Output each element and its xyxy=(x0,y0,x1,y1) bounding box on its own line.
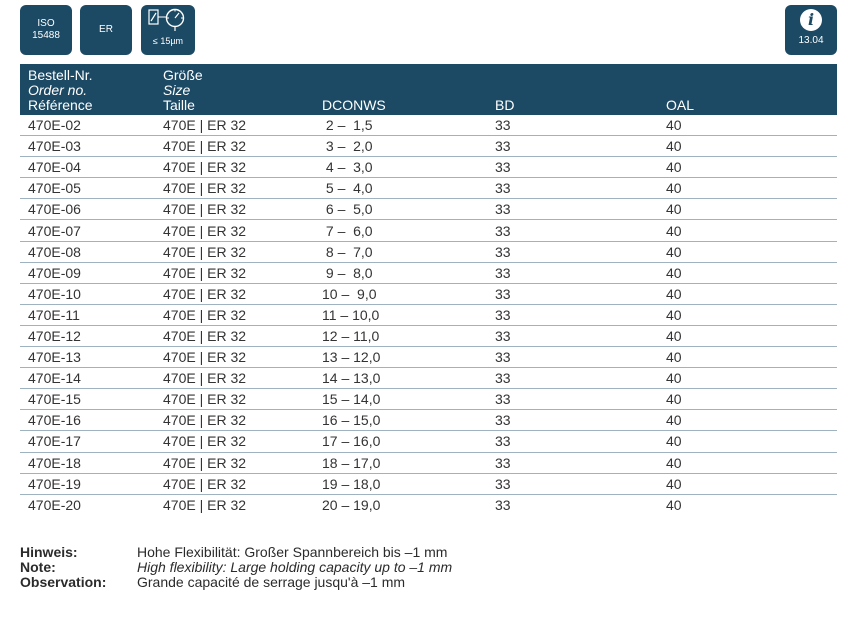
header-reference-en: Order no. xyxy=(28,82,88,98)
cell-dconws: 4 – 3,0 xyxy=(314,157,487,178)
cell-oal: 40 xyxy=(658,304,837,325)
note-row-de xyxy=(20,545,452,560)
cell-dconws: 2 – 1,5 xyxy=(314,115,487,136)
cell-size: 470E | ER 32 xyxy=(163,368,314,389)
cell-reference: 470E-09 xyxy=(20,262,163,283)
iso-15488-badge xyxy=(20,5,72,55)
cell-dconws: 14 – 13,0 xyxy=(314,368,487,389)
cell-bd: 33 xyxy=(487,325,658,346)
table-row xyxy=(20,410,837,431)
cell-size: 470E | ER 32 xyxy=(163,136,314,157)
header-size-en: Size xyxy=(163,82,191,98)
table-row xyxy=(20,241,837,262)
cell-size: 470E | ER 32 xyxy=(163,452,314,473)
cell-dconws: 7 – 6,0 xyxy=(314,220,487,241)
table-row xyxy=(20,347,837,368)
cell-bd: 33 xyxy=(487,304,658,325)
er-badge xyxy=(80,5,132,55)
cell-oal: 40 xyxy=(658,178,837,199)
table-row xyxy=(20,473,837,494)
cell-size: 470E | ER 32 xyxy=(163,431,314,452)
table-row xyxy=(20,304,837,325)
cell-bd: 33 xyxy=(487,241,658,262)
note-text-en: High flexibility: Large holding capacity up to –1 mm xyxy=(137,559,453,575)
info-badge[interactable] xyxy=(785,5,837,55)
note-label-en: Note: xyxy=(20,559,56,575)
cell-bd: 33 xyxy=(487,199,658,220)
cell-reference: 470E-08 xyxy=(20,241,163,262)
cell-bd: 33 xyxy=(487,115,658,136)
cell-reference: 470E-12 xyxy=(20,325,163,346)
cell-oal: 40 xyxy=(658,115,837,136)
cell-oal: 40 xyxy=(666,496,682,513)
cell-oal: 40 xyxy=(658,283,837,304)
cell-dconws: 5 – 4,0 xyxy=(314,178,487,199)
cell-size: 470E | ER 32 xyxy=(163,220,314,241)
cell-oal: 40 xyxy=(658,262,837,283)
cell-bd: 33 xyxy=(487,262,658,283)
cell-size: 470E | ER 32 xyxy=(163,199,314,220)
cell-oal: 40 xyxy=(658,389,837,410)
cell-reference: 470E-07 xyxy=(20,220,163,241)
cell-oal: 40 xyxy=(658,157,837,178)
cell-size: 470E | ER 32 xyxy=(163,262,314,283)
cell-bd: 33 xyxy=(487,368,658,389)
cell-reference: 470E-05 xyxy=(20,178,163,199)
cell-size: 470E | ER 32 xyxy=(163,304,314,325)
cell-reference: 470E-13 xyxy=(20,347,163,368)
cell-bd: 33 xyxy=(487,473,658,494)
header-size-fr: Taille xyxy=(163,97,195,113)
header-dconws: DCONWS xyxy=(314,64,487,115)
header-oal: OAL xyxy=(658,64,837,115)
cell-bd: 33 xyxy=(495,496,511,513)
cell-dconws: 10 – 9,0 xyxy=(314,283,487,304)
cell-dconws: 3 – 2,0 xyxy=(314,136,487,157)
note-text-fr: Grande capacité de serrage jusqu'à –1 mm xyxy=(137,574,406,590)
cell-bd: 33 xyxy=(487,452,658,473)
cell-dconws: 19 – 18,0 xyxy=(314,473,487,494)
table-row xyxy=(20,368,837,389)
cell-bd: 33 xyxy=(487,283,658,304)
cell-oal: 40 xyxy=(658,220,837,241)
product-table xyxy=(20,64,837,515)
cell-oal: 40 xyxy=(658,347,837,368)
table-row xyxy=(20,325,837,346)
cell-reference: 470E-03 xyxy=(20,136,163,157)
cell-dconws: 8 – 7,0 xyxy=(314,241,487,262)
iso-badge-line1: ISO xyxy=(37,18,55,29)
table-body xyxy=(20,115,837,515)
table-row xyxy=(20,283,837,304)
cell-reference: 470E-11 xyxy=(20,304,163,325)
cell-dconws: 18 – 17,0 xyxy=(314,452,487,473)
header-reference-fr: Référence xyxy=(28,97,93,113)
table-row xyxy=(20,178,837,199)
cell-size: 470E | ER 32 xyxy=(163,157,314,178)
cell-oal: 40 xyxy=(658,452,837,473)
header-size xyxy=(163,64,314,115)
table-row xyxy=(20,389,837,410)
cell-dconws: 12 – 11,0 xyxy=(314,325,487,346)
note-text-de: Hohe Flexibilität: Großer Spannbereich bis –1 mm xyxy=(137,544,448,560)
cell-bd: 33 xyxy=(487,347,658,368)
table-row xyxy=(20,199,837,220)
table-row xyxy=(20,157,837,178)
note-label-fr: Observation: xyxy=(20,574,107,590)
tolerance-label: ≤ 15µm xyxy=(152,36,184,46)
iso-badge-line2: 15488 xyxy=(32,30,60,41)
cell-bd: 33 xyxy=(487,178,658,199)
cell-reference: 470E-02 xyxy=(20,115,163,136)
cell-dconws: 16 – 15,0 xyxy=(314,410,487,431)
cell-size: 470E | ER 32 xyxy=(163,178,314,199)
table-row xyxy=(20,262,837,283)
cell-reference: 470E-04 xyxy=(20,157,163,178)
cell-reference: 470E-18 xyxy=(20,452,163,473)
cell-dconws: 20 – 19,0 xyxy=(322,496,381,513)
cell-size: 470E | ER 32 xyxy=(163,325,314,346)
cell-dconws: 9 – 8,0 xyxy=(314,262,487,283)
cell-oal: 40 xyxy=(658,368,837,389)
cell-reference: 470E-16 xyxy=(20,410,163,431)
table-row xyxy=(20,115,837,136)
cell-bd: 33 xyxy=(487,136,658,157)
header-reference-de: Bestell-Nr. xyxy=(28,67,93,83)
cell-size: 470E | ER 32 xyxy=(163,389,314,410)
dial-gauge-icon xyxy=(145,8,191,32)
cell-reference: 470E-06 xyxy=(20,199,163,220)
cell-oal: 40 xyxy=(658,325,837,346)
cell-size: 470E | ER 32 xyxy=(163,283,314,304)
runout-tolerance-badge xyxy=(141,5,195,55)
cell-oal: 40 xyxy=(658,199,837,220)
cell-oal: 40 xyxy=(658,410,837,431)
cell-size: 470E | ER 32 xyxy=(163,473,314,494)
cell-reference: 470E-19 xyxy=(20,473,163,494)
cell-size: 470E | ER 32 xyxy=(163,410,314,431)
cell-size: 470E | ER 32 xyxy=(163,241,314,262)
cell-dconws: 6 – 5,0 xyxy=(314,199,487,220)
cell-reference: 470E-17 xyxy=(20,431,163,452)
notes-section xyxy=(20,545,452,590)
header-reference xyxy=(20,64,163,115)
cell-oal: 40 xyxy=(658,136,837,157)
note-row-fr xyxy=(20,575,452,590)
info-page-number: 13.04 xyxy=(798,35,824,46)
cell-bd: 33 xyxy=(487,431,658,452)
cell-oal: 40 xyxy=(658,473,837,494)
er-badge-label: ER xyxy=(99,24,113,35)
table-row xyxy=(20,431,837,452)
cell-reference: 470E-20 xyxy=(28,496,81,513)
table-header-row xyxy=(20,64,837,115)
cell-size: 470E | ER 32 xyxy=(163,347,314,368)
cell-reference: 470E-14 xyxy=(20,368,163,389)
table-row xyxy=(20,220,837,241)
cell-bd: 33 xyxy=(487,410,658,431)
cell-reference: 470E-15 xyxy=(20,389,163,410)
cell-bd: 33 xyxy=(487,220,658,241)
cell-reference: 470E-10 xyxy=(20,283,163,304)
note-row-en xyxy=(20,560,452,575)
info-icon: i xyxy=(800,9,822,31)
cell-dconws: 11 – 10,0 xyxy=(314,304,487,325)
cell-dconws: 15 – 14,0 xyxy=(314,389,487,410)
cell-dconws: 17 – 16,0 xyxy=(314,431,487,452)
header-size-de: Größe xyxy=(163,67,203,83)
cell-bd: 33 xyxy=(487,389,658,410)
cell-size: 470E | ER 32 xyxy=(163,115,314,136)
table-row xyxy=(20,136,837,157)
table-row xyxy=(20,452,837,473)
cell-dconws: 13 – 12,0 xyxy=(314,347,487,368)
note-label-de: Hinweis: xyxy=(20,544,78,560)
cell-bd: 33 xyxy=(487,157,658,178)
cell-oal: 40 xyxy=(658,431,837,452)
cell-size: 470E | ER 32 xyxy=(163,496,247,513)
table-row xyxy=(20,494,837,515)
cell-oal: 40 xyxy=(658,241,837,262)
header-bd: BD xyxy=(487,64,658,115)
